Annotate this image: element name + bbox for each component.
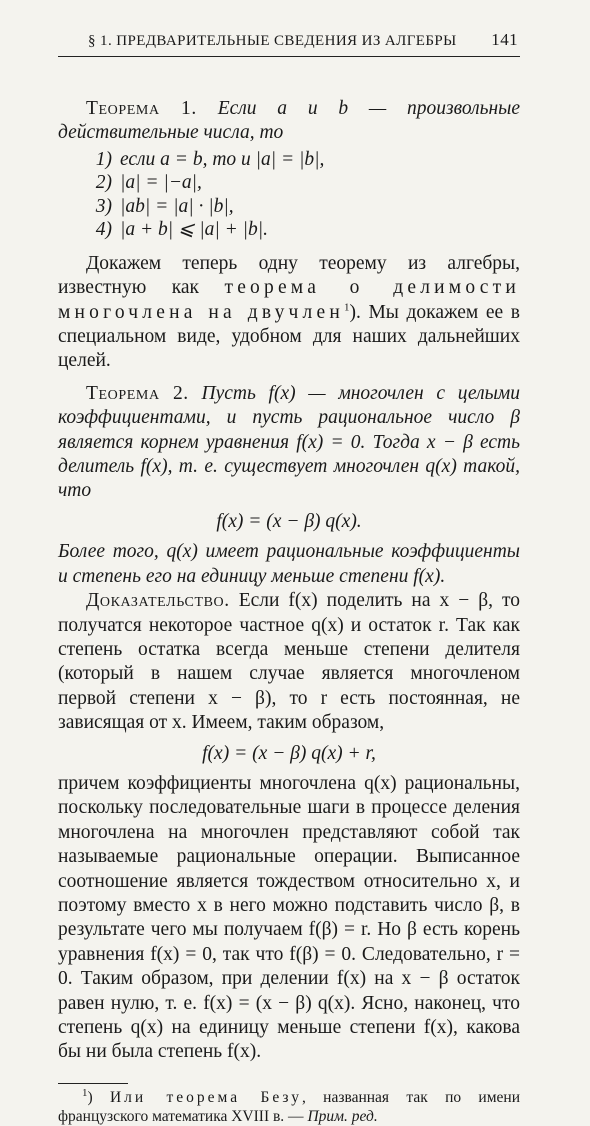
theorem-2-label: Теорема 2. xyxy=(86,382,189,404)
page-number: 141 xyxy=(491,30,518,49)
list-item-text: если a = b, то и |a| = |b|, xyxy=(120,148,325,170)
formula-factorization: f(x) = (x − β) q(x). xyxy=(216,510,362,532)
footnote-editor-note: Прим. ред. xyxy=(307,1107,378,1125)
page-body xyxy=(58,97,520,1126)
theorem-2-statement: Пусть f(x) — многочлен с целыми коэффициентами, и пусть рациональное число β является корнем уравнения f(x) = 0. Тогда x − β есть делитель f(x), т. е. существует многочлен q(x) такой, что xyxy=(58,382,521,502)
running-header xyxy=(58,30,520,57)
list-item xyxy=(86,148,520,172)
footnote-text: , названная так по имени французского математика XVIII в. — xyxy=(58,1088,520,1125)
list-item-text: |a + b| ⩽ |a| + |b|. xyxy=(120,219,268,241)
list-item xyxy=(86,171,520,195)
list-item xyxy=(86,195,520,219)
theorem-1-list xyxy=(58,148,520,242)
list-item-text: |ab| = |a| · |b|, xyxy=(120,195,234,217)
intro-text-before: Докажем теперь одну теорему из алгебры, известную как xyxy=(58,252,520,299)
formula-division: f(x) = (x − β) q(x) + r, xyxy=(202,742,376,764)
list-item-number: 1) xyxy=(95,148,112,170)
proof-label: Доказательство. xyxy=(86,590,230,612)
theorem-2-continuation: Более того, q(x) имеет рациональные коэффициенты и степень его на единицу меньше степени f(x). xyxy=(58,541,520,587)
footnote-reference: 1 xyxy=(343,301,350,314)
intro-paragraph xyxy=(58,252,520,374)
footnote-divider xyxy=(58,1083,128,1084)
footnote-spaced-term: Или теорема Безу xyxy=(109,1088,302,1106)
footnote-mark: 1 xyxy=(82,1086,88,1099)
list-item-number: 4) xyxy=(95,219,112,241)
intro-text-after: ). Мы докажем ее в специальном виде, удобном для наших дальнейших целей. xyxy=(58,301,520,372)
header-title: § 1. ПРЕДВАРИТЕЛЬНЫЕ СВЕДЕНИЯ ИЗ АЛГЕБРЫ xyxy=(88,33,457,49)
footnote: $^1$) Или теорема Безу, названная так по имени французского математика XVIII в. — Прим. ред. xyxy=(58,1086,520,1125)
proof-text-part2: причем коэффициенты многочлена q(x) рациональны, поскольку последовательные шаги в процессе деления многочлена на многочлен представляют собой так называемые рациональные операции. Выписанное соотношение является тождеством относительно x, и поэтому вместо x в него можно подставить число β, в результате чего мы получаем f(β) = r. Но β есть корень уравнения f(x) = 0, так что f(β) = 0. Следовательно, r = 0. Таким образом, при делении f(x) на x − β остаток равен нулю, т. е. f(x) = (x − β) q(x). Ясно, наконец, что степень q(x) на единицу меньше степени f(x), какова бы ни была степень f(x). xyxy=(58,772,520,1063)
theorem-2 xyxy=(58,382,520,504)
intro-spaced-term: теорема о делимости многочлена на двучлен xyxy=(58,277,520,323)
theorem-1-label: Теорема 1. xyxy=(86,98,197,119)
proof-text-part1: Если f(x) поделить на x − β, то получатся некоторое частное q(x) и остаток r. Так как степень остатка всегда меньше степени делителя (который в нашем случае является многочленом первой степени x − β), то r есть постоянная, не зависящая от x. Имеем, таким образом, xyxy=(58,590,520,734)
list-item-text: |a| = |−a|, xyxy=(120,172,202,194)
list-item xyxy=(86,218,520,242)
theorem-1-statement: Если a и b — произвольные действительные числа, то xyxy=(58,98,521,144)
theorem-1 xyxy=(58,97,520,146)
list-item-number: 2) xyxy=(95,172,112,194)
list-item-number: 3) xyxy=(95,195,112,217)
proof-paragraph xyxy=(58,589,520,735)
